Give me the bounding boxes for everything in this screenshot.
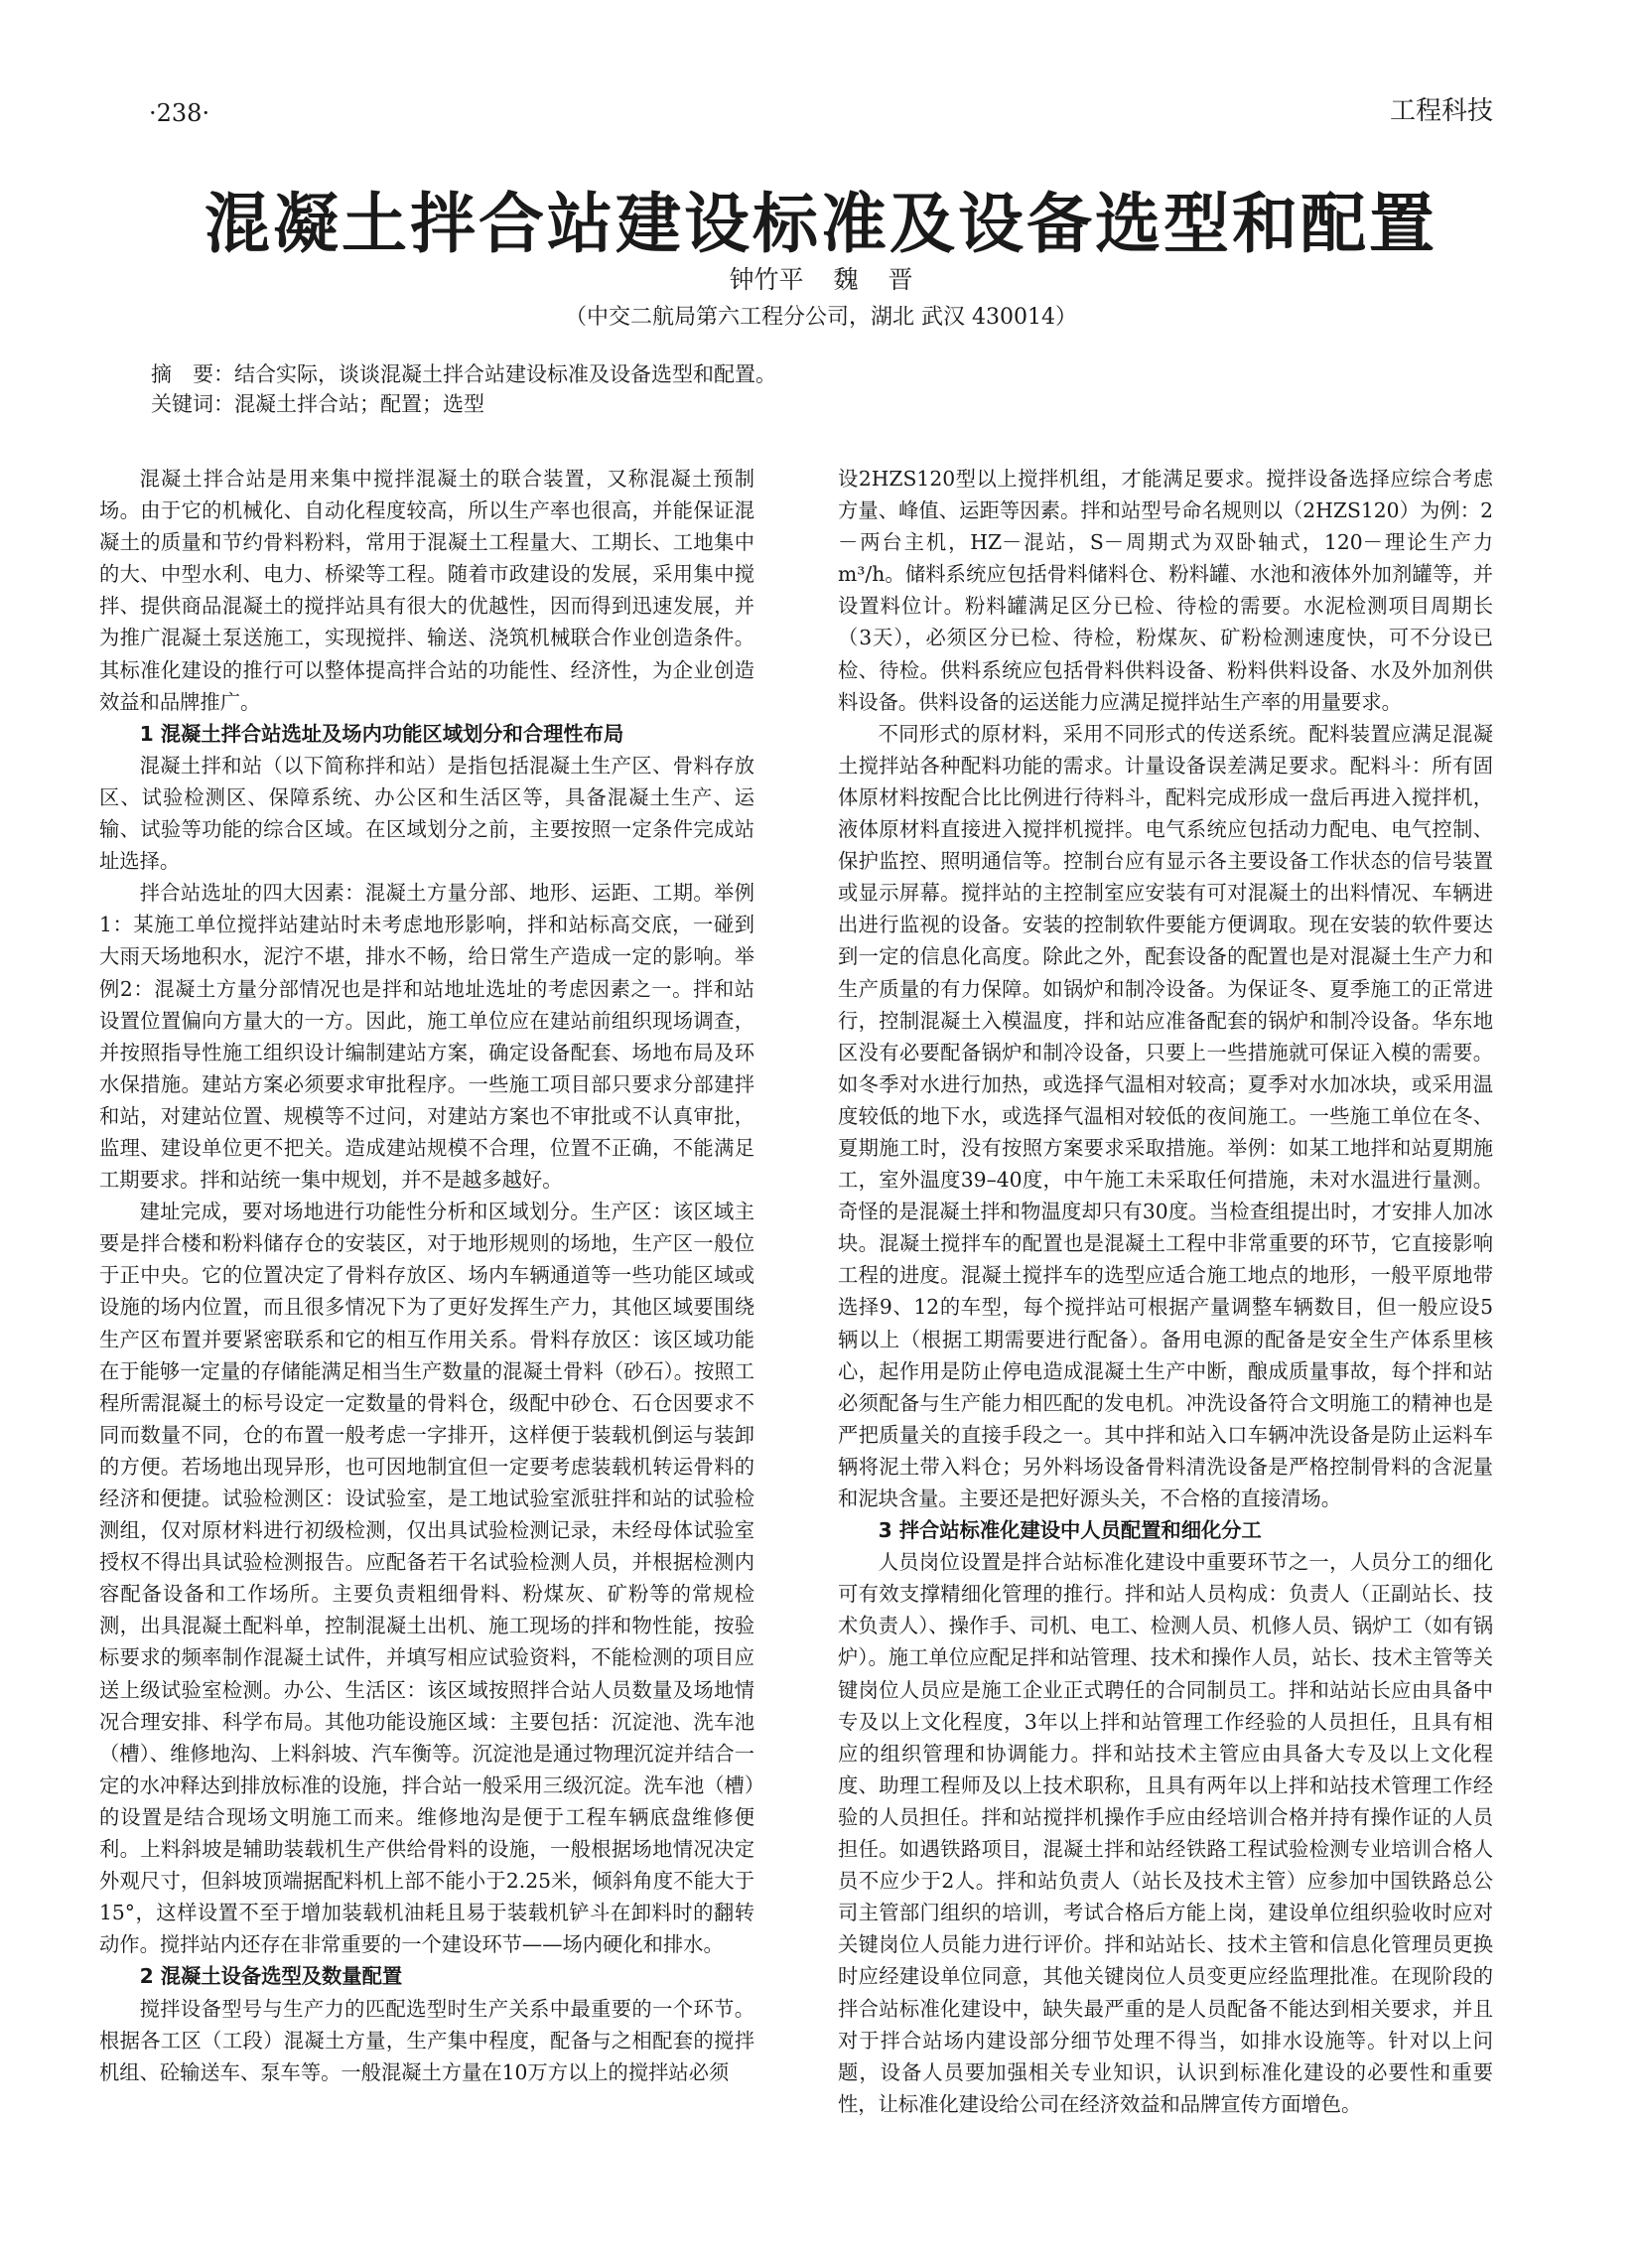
authors — [149, 260, 1493, 296]
left-column — [99, 463, 754, 2088]
section-2-paragraph-1-cont: 设2HZS120型以上搅拌机组，才能满足要求。搅拌设备选择应综合考虑方量、峰值、运距等因素。拌和站型号命名规则以（2HZS120）为例：2－两台主机，HZ－混站，S－周期式为双卧轴式，120－理论生产力m³/h。储料系统应包括骨料储料仓、粉料罐、水池和液体外加剂罐等，并设置料位计。粉料罐满足区分已检、待检的需要。水泥检测项目周期长（3天），必须区分已检、待检，粉煤灰、矿粉检测速度快，可不分设已检、待检。供料系统应包括骨料供料设备、粉料供料设备、水及外加剂供料设备。供料设备的运送能力应满足搅拌站生产率的用量要求。 — [838, 467, 1493, 714]
right-column — [838, 463, 1493, 2120]
section-3-paragraph-1: 人员岗位设置是拌合站标准化建设中重要环节之一，人员分工的细化可有效支撑精细化管理的推行。拌和站人员构成：负责人（正副站长、技术负责人）、操作手、司机、电工、检测人员、机修人员、锅炉工（如有锅炉）。施工单位应配足拌和站管理、技术和操作人员，站长、技术主管等关键岗位人员应是施工企业正式聘任的合同制员工。拌和站站长应由具备中专及以上文化程度，3年以上拌和站管理工作经验的人员担任，且具有相应的组织管理和协调能力。拌和站技术主管应由具备大专及以上文化程度、助理工程师及以上技术职称，且具有两年以上拌和站技术管理工作经验的人员担任。拌和站搅拌机操作手应由经培训合格并持有操作证的人员担任。如遇铁路项目，混凝土拌和站经铁路工程试验检测专业培训合格人员不应少于2人。拌和站负责人（站长及技术主管）应参加中国铁路总公司主管部门组织的培训，考试合格后方能上岗，建设单位组织验收时应对关键岗位人员能力进行评价。拌和站站长、技术主管和信息化管理员更换时应经建设单位同意，其他关键岗位人员变更应经监理批准。在现阶段的拌合站标准化建设中，缺失最严重的是人员配备不能达到相关要求，并且对于拌合站场内建设部分细节处理不得当，如排水设施等。针对以上问题，设备人员要加强相关专业知识，认识到标准化建设的必要性和重要性，让标准化建设给公司在经济效益和品牌宣传方面增色。 — [838, 1550, 1493, 2116]
intro-paragraph: 混凝土拌合站是用来集中搅拌混凝土的联合装置，又称混凝土预制场。由于它的机械化、自动化程度较高，所以生产率也很高，并能保证混凝土的质量和节约骨料粉料，常用于混凝土工程量大、工期长、工地集中的大、中型水利、电力、桥梁等工程。随着市政建设的发展，采用集中搅拌、提供商品混凝土的搅拌站具有很大的优越性，因而得到迅速发展，并为推广混凝土泵送施工，实现搅拌、输送、浇筑机械联合作业创造条件。其标准化建设的推行可以整体提高拌合站的功能性、经济性，为企业创造效益和品牌推广。 — [99, 467, 754, 714]
section-1-paragraph-3: 建址完成，要对场地进行功能性分析和区域划分。生产区：该区域主要是拌合楼和粉料储存仓的安装区，对于地形规则的场地，生产区一般位于正中央。它的位置决定了骨料存放区、场内车辆通道等一些功能区域或设施的场内位置，而且很多情况下为了更好发挥生产力，其他区域要围绕生产区布置并要紧密联系和它的相互作用关系。骨料存放区：该区域功能在于能够一定量的存储能满足相当生产数量的混凝土骨料（砂石）。按照工程所需混凝土的标号设定一定数量的骨料仓，级配中砂仓、石仓因要求不同而数量不同，仓的布置一般考虑一字排开，这样便于装载机倒运与装卸的方便。若场地出现异形，也可因地制宜但一定要考虑装载机转运骨料的经济和便捷。试验检测区：设试验室，是工地试验室派驻拌和站的试验检测组，仅对原材料进行初级检测，仅出具试验检测记录，未经母体试验室授权不得出具试验检测报告。应配备若干名试验检测人员，并根据检测内容配备设备和工作场所。主要负责粗细骨料、粉煤灰、矿粉等的常规检测，出具混凝土配料单，控制混凝土出机、施工现场的拌和物性能，按验标要求的频率制作混凝土试件，并填写相应试验资料，不能检测的项目应送上级试验室检测。办公、生活区：该区域按照拌合站人员数量及场地情况合理安排、科学布局。其他功能设施区域：主要包括：沉淀池、洗车池（槽）、维修地沟、上料斜坡、汽车衡等。沉淀池是通过物理沉淀并结合一定的水冲释达到排放标准的设施，拌合站一般采用三级沉淀。洗车池（槽）的设置是结合现场文明施工而来。维修地沟是便于工程车辆底盘维修便利。上料斜坡是辅助装载机生产供给骨料的设施，一般根据场地情况决定外观尺寸，但斜坡顶端据配料机上部不能小于2.25米，倾斜角度不能大于15°，这样设置不至于增加装载机油耗且易于装载机铲斗在卸料时的翻转动作。搅拌站内还存在非常重要的一个建设环节——场内硬化和排水。 — [99, 1200, 754, 1957]
abstract-block — [151, 359, 1493, 419]
section-1-heading: 1 混凝土拌合站选址及场内功能区域划分和合理性布局 — [139, 721, 624, 746]
keywords-label: 关键词： — [151, 392, 234, 416]
journal-name: 工程科技 — [1389, 96, 1493, 126]
page-number: ·238· — [149, 99, 210, 127]
article-title: 混凝土拌合站建设标准及设备选型和配置 — [205, 185, 1437, 262]
author-2: 魏 晋 — [833, 265, 913, 294]
affiliation: （中交二航局第六工程分公司，湖北 武汉 430014） — [565, 305, 1077, 330]
keywords-text: 混凝土拌合站；配置；选型 — [234, 392, 484, 416]
section-2-paragraph-2: 不同形式的原材料，采用不同形式的传送系统。配料装置应满足混凝土搅拌站各种配料功能的需求。计量设备误差满足要求。配料斗：所有固体原材料按配合比比例进行待料斗，配料完成形成一盘后再进入搅拌机，液体原材料直接进入搅拌机搅拌。电气系统应包括动力配电、电气控制、保护监控、照明通信等。控制台应有显示各主要设备工作状态的信号装置或显示屏幕。搅拌站的主控制室应安装有可对混凝土的出料情况、车辆进出进行监视的设备。安装的控制软件要能方便调取。现在安装的软件要达到一定的信息化高度。除此之外，配套设备的配置也是对混凝土生产力和生产质量的有力保障。如锅炉和制冷设备。为保证冬、夏季施工的正常进行，控制混凝土入模温度，拌和站应准备配套的锅炉和制冷设备。华东地区没有必要配备锅炉和制冷设备，只要上一些措施就可保证入模的需要。如冬季对水进行加热，或选择气温相对较高；夏季对水加冰块，或采用温度较低的地下水，或选择气温相对较低的夜间施工。一些施工单位在冬、夏期施工时，没有按照方案要求采取措施。举例：如某工地拌和站夏期施工，室外温度39–40度，中午施工未采取任何措施，未对水温进行量测。奇怪的是混凝土拌和物温度却只有30度。当检查组提出时，才安排人加冰块。混凝土搅拌车的配置也是混凝土工程中非常重要的环节，它直接影响工程的进度。混凝土搅拌车的选型应适合施工地点的地形，一般平原地带选择9、12的车型，每个搅拌站可根据产量调整车辆数目，但一般应设5辆以上（根据工期需要进行配备）。备用电源的配备是安全生产体系里核心，起作用是防止停电造成混凝土生产中断，酿成质量事故，每个拌和站必须配备与生产能力相匹配的发电机。冲洗设备符合文明施工的精神也是严把质量关的直接手段之一。其中拌和站入口车辆冲洗设备是防止运料车辆将泥土带入料仓；另外料场设备骨料清洗设备是严格控制骨料的含泥量和泥块含量。主要还是把好源头关，不合格的直接清场。 — [838, 721, 1493, 1510]
section-2-paragraph-1: 搅拌设备型号与生产力的匹配选型时生产关系中最重要的一个环节。根据各工区（工段）混凝土方量，生产集中程度，配备与之相配套的搅拌机组、砼输送车、泵车等。一般混凝土方量在10万方以上的搅拌站必须 — [99, 1996, 754, 2084]
section-1-paragraph-2: 拌合站选址的四大因素：混凝土方量分部、地形、运距、工期。举例1：某施工单位搅拌站建站时未考虑地形影响，拌和站标高交底，一碰到大雨天场地积水，泥泞不堪，排水不畅，给日常生产造成一定的影响。举例2：混凝土方量分部情况也是拌和站地址选址的考虑因素之一。拌和站设置位置偏向方量大的一方。因此，施工单位应在建站前组织现场调查，并按照指导性施工组织设计编制建站方案，确定设备配套、场地布局及环水保措施。建站方案必须要求审批程序。一些施工项目部只要求分部建拌和站，对建站位置、规模等不过问，对建站方案也不审批或不认真审批，监理、建设单位更不把关。造成建站规模不合理，位置不正确，不能满足工期要求。拌和站统一集中规划，并不是越多越好。 — [99, 881, 754, 1193]
section-3-heading: 3 拌合站标准化建设中人员配置和细化分工 — [878, 1518, 1262, 1543]
section-1-paragraph-1: 混凝土拌和站（以下简称拌和站）是指包括混凝土生产区、骨料存放区、试验检测区、保障系统、办公区和生活区等，具备混凝土生产、运输、试验等功能的综合区域。在区域划分之前，主要按照一定条件完成站址选择。 — [99, 753, 754, 874]
section-2-heading: 2 混凝土设备选型及数量配置 — [139, 1964, 403, 1989]
page-header — [149, 87, 1493, 127]
keywords-line — [151, 389, 1493, 419]
abstract-label: 摘 要： — [151, 362, 234, 386]
abstract-line — [151, 359, 1493, 389]
abstract-text: 结合实际，谈谈混凝土拌合站建设标准及设备选型和配置。 — [234, 362, 776, 386]
author-1: 钟竹平 — [729, 265, 804, 294]
